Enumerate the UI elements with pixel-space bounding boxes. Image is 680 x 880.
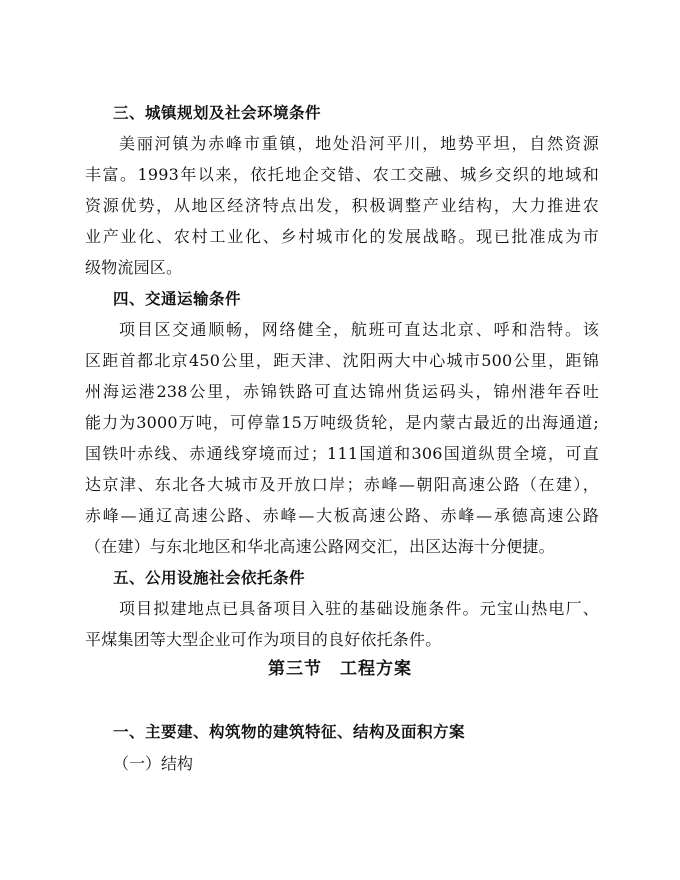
paragraph-line: 丰富。1993年以来，依托地企交错、农工交融、城乡交织的地域和 (85, 165, 599, 184)
section-heading-urban-planning: 三、城镇规划及社会环境条件 (113, 104, 322, 122)
paragraph-line: 级物流园区。 (85, 258, 183, 277)
subheading-buildings: 一、主要建、构筑物的建筑特征、结构及面积方案 (113, 723, 466, 741)
paragraph-line: （在建）与东北地区和华北高速公路网交汇，出区达海十分便捷。 (85, 537, 555, 556)
paragraph-line: 业产业化、农村工业化、乡村城市化的发展战略。现已批准成为市 (85, 227, 599, 246)
chapter-title: 第三节 工程方案 (268, 659, 412, 679)
paragraph-line: 项目区交通顺畅，网络健全，航班可直达北京、呼和浩特。该 (119, 320, 599, 339)
sub-item-structure: （一）结构 (113, 754, 194, 773)
paragraph-line: 区距首都北京450公里，距天津、沈阳两大中心城市500公里，距锦 (85, 351, 599, 370)
paragraph-line: 达京津、东北各大城市及开放口岸；赤峰—朝阳高速公路（在建）， (85, 475, 599, 494)
paragraph-line: 美丽河镇为赤峰市重镇，地处沿河平川，地势平坦，自然资源 (119, 134, 599, 153)
paragraph-line: 资源优势，从地区经济特点出发，积极调整产业结构，大力推进农 (85, 196, 599, 215)
paragraph-line: 国铁叶赤线、赤通线穿境而过；111国道和306国道纵贯全境，可直 (85, 444, 599, 463)
paragraph-line: 项目拟建地点已具备项目入驻的基础设施条件。元宝山热电厂、 (119, 599, 599, 618)
paragraph-line: 赤峰—通辽高速公路、赤峰—大板高速公路、赤峰—承德高速公路 (85, 506, 599, 525)
paragraph-line: 平煤集团等大型企业可作为项目的良好依托条件。 (85, 630, 442, 649)
paragraph-line: 能力为3000万吨，可停靠15万吨级货轮，是内蒙古最近的出海通道; (85, 413, 599, 432)
section-heading-transport: 四、交通运输条件 (113, 290, 242, 308)
paragraph-line: 州海运港238公里，赤锦铁路可直达锦州货运码头，锦州港年吞吐 (85, 382, 599, 401)
section-heading-public-facilities: 五、公用设施社会依托条件 (113, 569, 306, 587)
